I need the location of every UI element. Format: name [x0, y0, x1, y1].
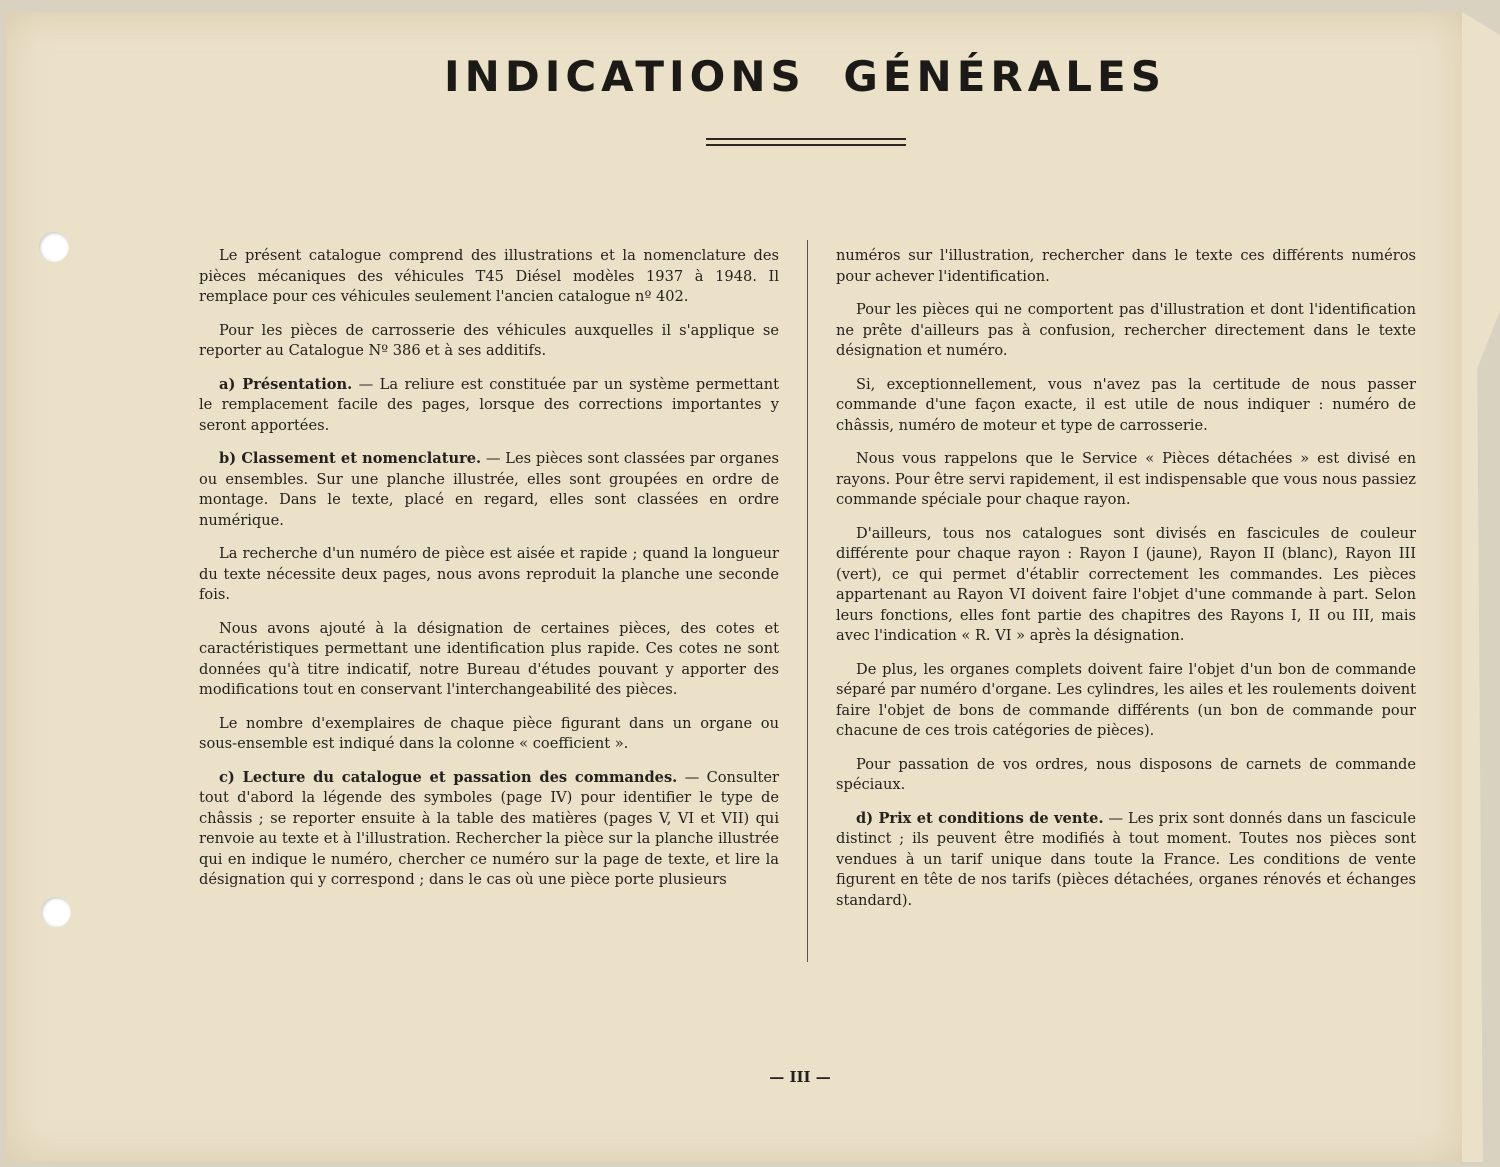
paragraph: [836, 755, 1416, 796]
paragraph-text: — Consulter tout d'abord la légende des symboles (page IV) pour identifier le type de châssis ; se reporter ensuite à la table des matières (pages V, VI et VII) qui renvoie au texte et à l'illustration. Rechercher la pièce sur la planche illustrée qui en indique le numéro, chercher ce numéro sur la page de texte, et lire la désignation qui y correspond ; dans le cas où une pièce porte plusieurs: [199, 768, 779, 888]
paragraph: [199, 768, 779, 891]
paragraph-text: Le nombre d'exemplaires de chaque pièce figurant dans un organe ou sous-ensemble est indiqué dans la colonne « coefficient ».: [199, 714, 779, 752]
binder-hole-top: [39, 232, 69, 262]
paragraph: [836, 300, 1416, 362]
paragraph-text: Pour les pièces de carrosserie des véhicules auxquelles il s'applique se reporter au Catalogue Nº 386 et à ses additifs.: [199, 321, 779, 359]
paragraph: [199, 544, 779, 606]
paragraph-text: — Les pièces sont classées par organes ou ensembles. Sur une planche illustrée, elles sont groupées en ordre de montage. Dans le texte, placé en regard, elles sont classées en ordre numérique.: [199, 450, 780, 529]
paragraph: [836, 524, 1416, 647]
paragraph: [836, 246, 1416, 287]
page-title: INDICATIONS GÉNÉRALES: [444, 52, 1166, 101]
left-column: [199, 246, 779, 904]
paragraph: [199, 246, 779, 308]
paragraph-text: Pour les pièces qui ne comportent pas d'illustration et dont l'identification ne prête d'ailleurs pas à confusion, rechercher directement dans le texte désignation et numéro.: [836, 301, 1416, 359]
paragraph-text: numéros sur l'illustration, rechercher dans le texte ces différents numéros pour achever l'identification.: [836, 247, 1416, 285]
paragraph-text: Nous avons ajouté à la désignation de certaines pièces, des cotes et caractéristiques permettant une identification plus rapide. Ces cotes ne sont données qu'à titre indicatif, notre Bureau d'études pouvant y apporter des modifications tout en conservant l'interchangeabilité des pièces.: [199, 619, 779, 698]
paragraph-text: Pour passation de vos ordres, nous disposons de carnets de commande spéciaux.: [836, 755, 1416, 793]
paragraph: [199, 619, 779, 701]
paragraph-text: Le présent catalogue comprend des illustrations et la nomenclature des pièces mécaniques des véhicules T45 Diésel modèles 1937 à 1948. Il remplace pour ces véhicules seulement l'ancien catalogue nº 402.: [199, 247, 779, 305]
paragraph: [836, 809, 1416, 912]
paragraph-text: — La reliure est constituée par un système permettant le remplacement facile des pages, lorsque des corrections importantes y seront apportées.: [199, 375, 779, 434]
paragraph-text: De plus, les organes complets doivent faire l'objet d'un bon de commande séparé par numéro d'organe. Les cylindres, les ailes et les roulements doivent faire l'objet de bons de commande différents (un bon de commande pour chacune de ces trois catégories de pièces).: [836, 660, 1416, 739]
paragraph: [836, 660, 1416, 742]
paragraph-heading: c) Lecture du catalogue et passation des commandes.: [219, 768, 678, 786]
paragraph-text: D'ailleurs, tous nos catalogues sont divisés en fascicules de couleur différente pour chaque rayon : Rayon I (jaune), Rayon II (blanc), Rayon III (vert), ce qui permet d'établir correctement les commandes. Les pièces appartenant au Rayon VI doivent faire l'objet d'une commande à part. Selon leurs fonctions, elles font partie des chapitres des Rayons I, II ou III, mais avec l'indication « R. VI » après la désignation.: [836, 524, 1416, 644]
paragraph: [199, 714, 779, 755]
paragraph: [199, 321, 779, 362]
paragraph: [836, 375, 1416, 437]
paragraph-text: La recherche d'un numéro de pièce est aisée et rapide ; quand la longueur du texte nécessite deux pages, nous avons reproduit la planche une seconde fois.: [199, 545, 779, 603]
paragraph-heading: a) Présentation.: [219, 375, 353, 393]
paragraph: [836, 449, 1416, 511]
paragraph: [199, 449, 779, 531]
paragraph: [199, 375, 779, 437]
title-rule-top: [706, 138, 906, 140]
right-column: [836, 246, 1416, 924]
paragraph-heading: d) Prix et conditions de vente.: [856, 809, 1104, 827]
paragraph-heading: b) Classement et nomenclature.: [219, 450, 482, 467]
paragraph-text: Nous vous rappelons que le Service « Pièces détachées » est divisé en rayons. Pour être servi rapidement, il est indispensable que vous nous passiez commande spéciale pour chaque rayon.: [836, 450, 1416, 508]
page-number: — III —: [769, 1068, 831, 1086]
column-divider: [807, 240, 808, 962]
binder-hole-bottom: [41, 897, 71, 927]
paragraph-text: Si, exceptionnellement, vous n'avez pas la certitude de nous passer commande d'une façon exacte, il est utile de nous indiquer : numéro de châssis, numéro de moteur et type de carrosserie.: [836, 375, 1416, 434]
page-tab-edge: [1462, 12, 1500, 1162]
title-rule-bottom: [706, 144, 906, 146]
paragraph-text: — Les prix sont donnés dans un fascicule distinct ; ils peuvent être modifiés à tout moment. Toutes nos pièces sont vendues à un tarif unique dans toute la France. Les conditions de vente figurent en tête de nos tarifs (pièces détachées, organes rénovés et échanges standard).: [836, 809, 1416, 909]
